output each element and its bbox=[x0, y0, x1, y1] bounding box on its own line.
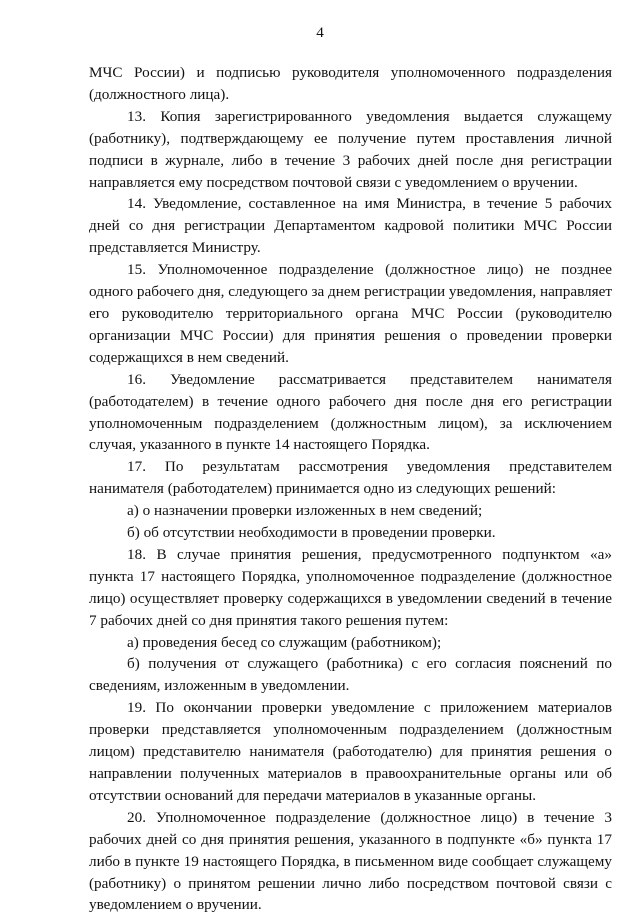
page-number: 4 bbox=[316, 24, 324, 41]
paragraph-13: 13. Копия зарегистрированного уведомления выдается служащему (работнику), подтверждающему ее получение путем проставления личной подписи в журнале, либо в течение 3 рабочих дней после дня регистрации направляется ему посредством почтовой связи с уведомлением о вручении. bbox=[89, 107, 612, 191]
paragraph-18-b: б) получения от служащего (работника) с его согласия пояснений по сведениям, изложенным в уведомлении. bbox=[89, 655, 612, 695]
paragraph-16: 16. Уведомление рассматривается представителем нанимателя (работодателем) в течение одного рабочего дня после дня его регистрации уполномоченным подразделением (должностным лицом), за исключением случая, указанного в пункте 14 настоящего Порядка. bbox=[89, 370, 612, 454]
document-body bbox=[89, 62, 612, 916]
paragraph-17-b: б) об отсутствии необходимости в проведении проверки. bbox=[127, 524, 496, 542]
paragraph-18: 18. В случае принятия решения, предусмотренного подпунктом «а» пункта 17 настоящего Порядка, уполномоченное подразделение (должностное лицо) осуществляет проверку содержащихся в уведомлении сведений в течение 7 рабочих дней со дня принятия такого решения путем: bbox=[89, 545, 612, 629]
paragraph-17-a: а) о назначении проверки изложенных в нем сведений; bbox=[127, 502, 483, 520]
paragraph-20: 20. Уполномоченное подразделение (должностное лицо) в течение 3 рабочих дней со дня принятия решения, указанного в подпункте «б» пункта 17 либо в пункте 19 настоящего Порядка, в письменном виде сообщает служащему (работнику) о принятом решении лично либо посредством почтовой связи с уведомлением о вручении. bbox=[89, 808, 612, 914]
paragraph-15: 15. Уполномоченное подразделение (должностное лицо) не позднее одного рабочего дня, следующего за днем регистрации уведомления, направляет его руководителю территориального органа МЧС России (руководителю организации МЧС России) для принятия решения о проведении проверки содержащихся в нем сведений. bbox=[89, 261, 612, 366]
paragraph-14: 14. Уведомление, составленное на имя Министра, в течение 5 рабочих дней со дня регистрации Департаментом кадровой политики МЧС России представляется Министру. bbox=[89, 195, 612, 257]
paragraph-17: 17. По результатам рассмотрения уведомления представителем нанимателя (работодателем) принимается одно из следующих решений: bbox=[89, 458, 612, 498]
paragraph-18-a: а) проведения бесед со служащим (работником); bbox=[127, 633, 442, 651]
paragraph-12-continuation: МЧС России) и подписью руководителя уполномоченного подразделения (должностного лица). bbox=[89, 64, 612, 103]
paragraph-19: 19. По окончании проверки уведомление с приложением материалов проверки представляется уполномоченным подразделением (должностным лицом) представителю нанимателя (работодателю) для принятия решения о направлении полученных материалов в правоохранительные органы или об отсутствии оснований для передачи материалов в указанные органы. bbox=[89, 699, 612, 804]
